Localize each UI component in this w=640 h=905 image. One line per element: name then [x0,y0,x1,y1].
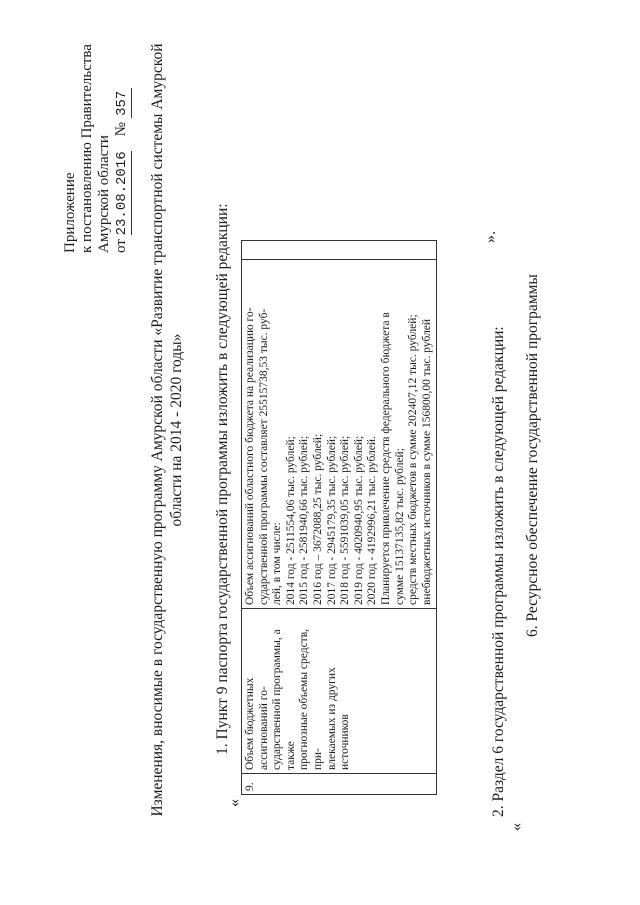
appendix-region: Амурской области [96,135,112,253]
open-quote-2: « [508,823,525,831]
value-line: внебюджетных источников в сумме 156800,00 тыс. рублей [420,318,433,605]
value-line: Планируется привлечение средств федерального бюджета в [379,312,392,605]
label-line: прогнозные объемы средств, при- [298,628,324,770]
document-title [148,35,186,825]
value-line: лей, в том числе: [271,522,284,605]
label-line: влекаемых из других источников [325,667,352,770]
value-line: 2015 год - 2581940,66 тыс. рублей; [298,435,311,605]
appendix-block [62,44,132,253]
value-line: 2019 год - 4020940,95 тыс. рублей; [352,435,365,605]
value-line: 2017 год - 2945179,35 тыс. рублей; [325,435,338,605]
value-line: средств местных бюджетов в сумме 202407,12 тыс. рублей; [407,314,420,605]
title-line-2: области на 2014 - 2020 годы» [168,333,185,527]
appendix-decree: к постановлению Правительства [79,44,95,253]
close-quote: ». [482,231,499,243]
point-2-text: 2. Раздел 6 государственной программы изложить в следующей редакции: [490,326,507,817]
point-1-text: 1. Пункт 9 паспорта государственной программы изложить в следующей редакции: [214,203,231,755]
title-line-1: Изменения, вносимые в государственную программу Амурской области «Развитие транспортной системы Амурской [149,43,166,817]
table-margin-cell [242,241,437,260]
value-line: Объем ассигнований областного бюджета на реализацию го- [244,307,256,605]
value-line: сумме 15137135,82 тыс. рублей; [393,448,406,605]
row-label [242,609,437,774]
label-line: сударственной программы, а также [271,629,297,770]
value-line: 2018 год - 5591039,05 тыс. рублей; [339,435,352,605]
row-value [242,260,437,609]
value-line: 2014 год - 2511554,06 тыс. рублей; [284,436,297,605]
appendix-date-line [113,44,132,253]
passport-table [241,240,437,795]
value-line: сударственной программы составляет 25515738,53 тыс. руб- [257,308,270,605]
number-label: № [113,122,129,137]
row-number: 9. [242,774,437,795]
table-row [242,241,437,795]
label-line: Объем бюджетных ассигнований го- [244,677,270,770]
decree-number: 357 [114,88,132,118]
decree-date: 23.08.2016 [114,151,130,236]
open-quote: « [226,799,243,807]
from-label: от [113,239,129,253]
section-6-heading: 6. Ресурсное обеспечение государственной программы [524,274,541,637]
value-line: 2020 год - 4192996,21 тыс. рублей. [366,436,379,605]
value-line: 2016 год – 3672088,25 тыс. рублей; [311,433,324,605]
appendix-title: Приложение [62,172,78,253]
